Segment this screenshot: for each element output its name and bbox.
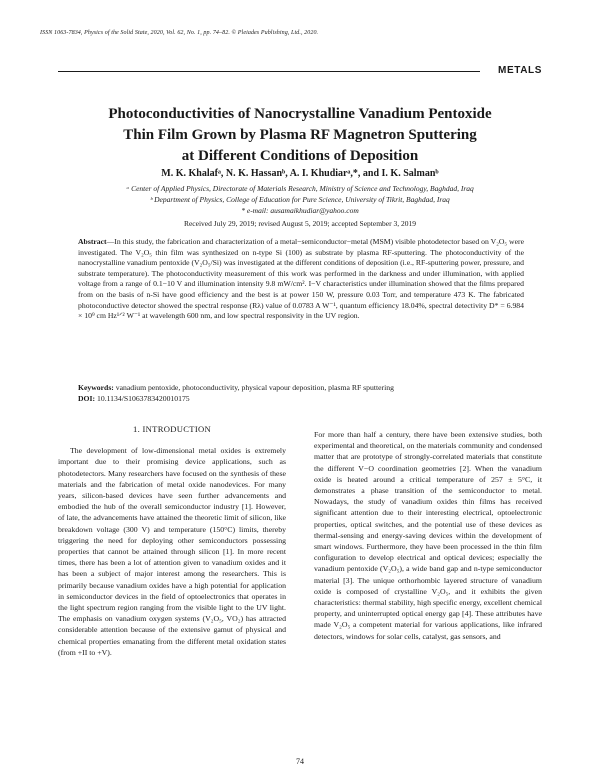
doi-text: 10.1134/S1063783420010175 bbox=[97, 394, 190, 403]
title-line-2: Thin Film Grown by Plasma RF Magnetron Sputtering bbox=[123, 127, 477, 143]
section-bar bbox=[58, 66, 542, 78]
left-column bbox=[58, 424, 286, 658]
author-list: M. K. Khalafᵃ, N. K. Hassanᵇ, A. I. Khudiarᵃ,*, and I. K. Salmanᵇ bbox=[161, 168, 439, 179]
left-column-paragraph: The development of low-dimensional metal oxides is extremely important due to their promising device applications, such as photodetectors. Many researchers have focused on the synthesis of these materials and the fabrication of metal oxide nanodevices. For many years, silicon-based devices have seen further advancements and embodied the hub of the overall semiconductor industry [1]. However, of late, the advancements have attained the theoretic limit of silicon, like breakdown voltage (300 V) and temperature (150°C) limits, thereby triggering the need for deploying other semiconductors possessing properties that cannot be attained through silicon [1]. In more recent times, there has been a lot of attention given to vanadium oxides and it has been a subject of major interest among the researchers. This is primarily because vanadium oxides have a high potential for application in semiconductor devices in the field of optoelectronics that operates in the light spectrum region ranging from the visible light to the UV light. The emphasis on vanadium oxygen systems (V₂O₅, VO₂) has attracted considerable attention because of the extensive gamut of physical and chemical properties emanating from the different metal oxidation states (from +II to +V). bbox=[58, 446, 286, 657]
journal-citation-line: ISSN 1063-7834, Physics of the Solid State, 2020, Vol. 62, No. 1, pp. 74–82. © Pleiades Publishing, Ltd., 2020. bbox=[40, 30, 319, 36]
paper-title bbox=[58, 104, 542, 167]
keywords-label: Keywords: bbox=[78, 383, 114, 392]
abstract-text: —In this study, the fabrication and characterization of a metal−semiconductor−metal (MSM) visible photodetector based on V₂O₅ were investigated. The V₂O₅ thin film was synthesized on n-type Si (100) as substrate by plasma RF-sputtering. The photoconductivity of the nanocrystalline vanadium pentoxide (V₂O₅/Si) was investigated at the different conditions of deposition (i.e., RF-sputtering power, pressure, and substrate temperature). The photoconductivity measurement of this work was performed in the darkness and under illumination, with applied voltage from a range of 0.1−10 V and illumination intensity 9.8 mW/cm². I−V characteristics under illumination showed that the films prepared from on the basis of n-Si have good efficiency and the best is at power 150 W, pressure 0.03 Torr, and temperature 473 K. The fabricated photoconductive detector showed the spectral response (Rλ) value of 0.0783 A W⁻¹, quantum efficiency 18.04%, spectral detectivity D* = 6.984 × 10⁹ cm Hz¹ᐟ² W⁻¹ at wavelength 600 nm, and low spectral responsivity in the UV region. bbox=[78, 237, 524, 321]
corresponding-email: * e-mail: ausamaikhudiar@yahoo.com bbox=[241, 206, 359, 215]
affiliation-b: ᵇ Department of Physics, College of Education for Pure Science, University of Tikrit, Baghdad, Iraq bbox=[150, 195, 450, 204]
received-dates: Received July 29, 2019; revised August 5, 2019; accepted September 3, 2019 bbox=[183, 219, 417, 228]
right-column-paragraph: For more than half a century, there have been extensive studies, both experimental and theoretical, on the materials community and condensed matter that are prototype of strongly-correlated materials that constitute the different V−O coordination geometries [2]. When the vanadium oxide is heated around a critical temperature of 257 ± 5°C, it demonstrates a phase transition of the semiconductor to metal. Nowadays, the study of vanadium oxides thin films has received significant attention due to their interesting electrical, optoelectronic properties, optical switches, and the potential use of these devices as thermal-sensing and energy-saving devices within the development of smart windows. Furthermore, they have been processed in the thin film configuration to develop electrical and optical devices; especially the vanadium pentoxide (V₂O₅), a wide band gap and n-type semiconductor material [3]. The unique orthorhombic layered structure of vanadium oxide is composed of crystalline V₂O₅, and it exhibits the given characteristics: thermal stability, high specific energy, excellent chemical property, and uninterrupted optical energy gap [4]. These attributes have made V₂O₅ a competent material for various applications, like infrared detectors, windows for solar cells, catalyst, gas sensors, and bbox=[314, 430, 542, 641]
doi-label: DOI: bbox=[78, 394, 96, 403]
keywords-line bbox=[78, 382, 524, 393]
right-column bbox=[314, 429, 542, 642]
keywords-block bbox=[78, 382, 524, 404]
introduction-heading: 1. INTRODUCTION bbox=[132, 424, 212, 434]
title-line-1: Photoconductivities of Nanocrystalline Vanadium Pentoxide bbox=[108, 106, 492, 122]
body-columns bbox=[58, 424, 542, 754]
abstract-lead: Abstract bbox=[78, 237, 107, 246]
abstract bbox=[78, 237, 524, 322]
keywords-text: vanadium pentoxide, photoconductivity, physical vapour deposition, plasma RF sputtering bbox=[115, 383, 394, 392]
section-rule bbox=[58, 71, 480, 72]
section-label: METALS bbox=[498, 65, 542, 76]
title-line-3: at Different Conditions of Deposition bbox=[181, 148, 419, 164]
page-number: 74 bbox=[296, 757, 304, 766]
doi-line bbox=[78, 393, 524, 404]
affiliation-a: ᵃ Center of Applied Physics, Directorate of Materials Research, Ministry of Science and Technology, Baghdad, Iraq bbox=[126, 184, 474, 193]
